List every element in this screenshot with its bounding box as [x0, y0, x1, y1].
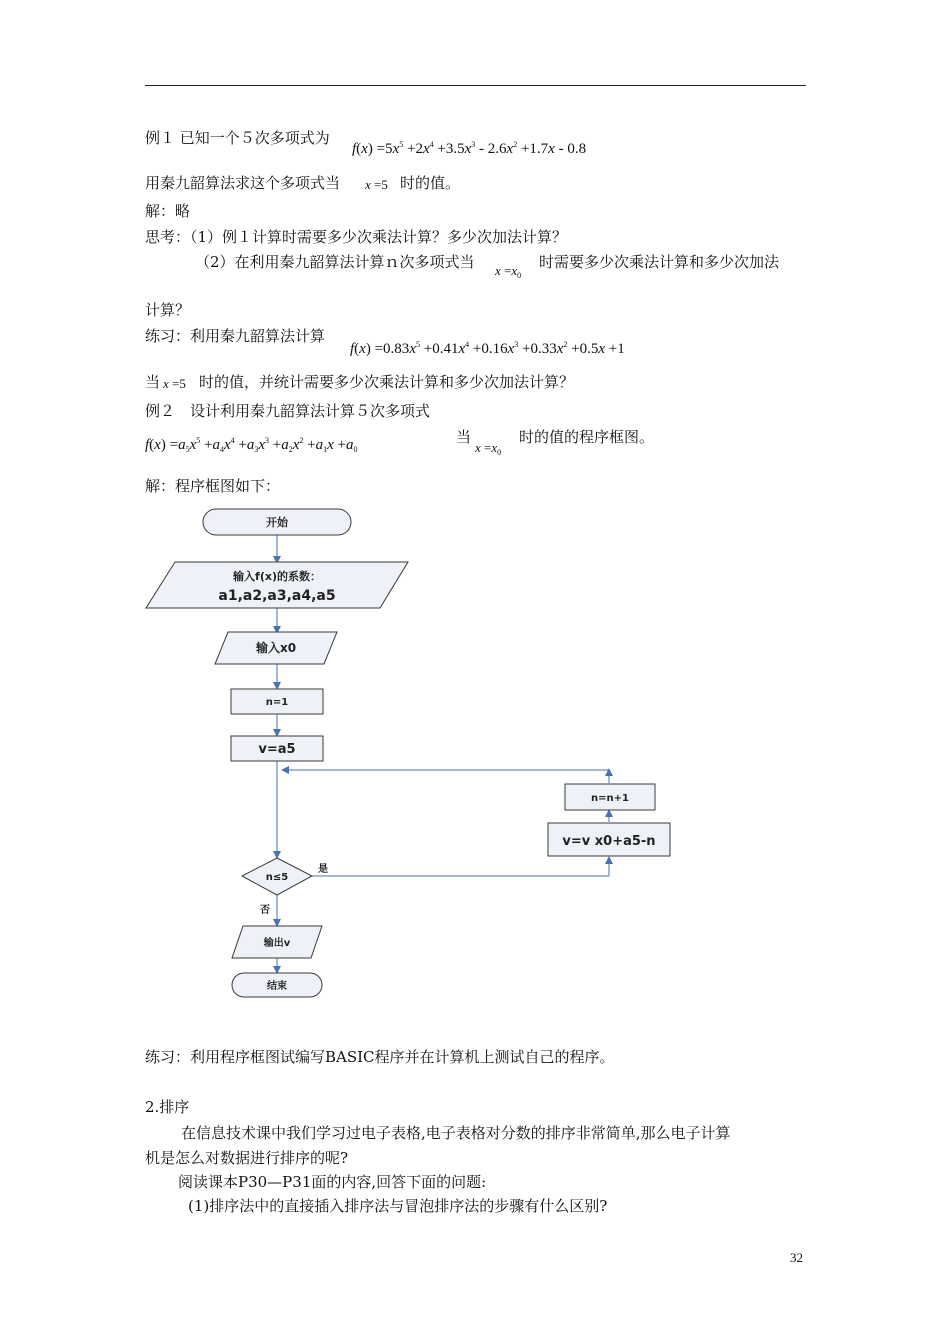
input-coef-label-2: a1,a2,a3,a4,a5	[218, 588, 336, 604]
n-init-label: n=1	[265, 697, 289, 708]
think-question-2-cont: 计算？	[145, 301, 191, 319]
section2-heading: 2.排序	[145, 1098, 190, 1116]
end-label: 结束	[267, 981, 287, 992]
example1-formula: $f(x) =5x^5 +2x^4 +3.5x^3 - 2.6x^2 +1.7x - 0.8$	[352, 140, 587, 157]
think-question-2-pre: （2）在利用秦九韶算法计算ｎ次多项式当	[195, 253, 475, 271]
think-question-1: 思考：（1）例１计算时需要多少次乘法计算？多少次加法计算？	[145, 228, 568, 246]
practice2: 练习：利用程序框图试编写BASIC程序并在计算机上测试自己的程序。	[145, 1048, 615, 1066]
x-equals-x0-b: $x =x_0$	[475, 440, 502, 457]
x-equals-x0: $x =x_0$	[495, 263, 522, 280]
v-init-label: v=a5	[258, 742, 296, 757]
output-label: 输出v	[263, 938, 291, 949]
x-equals-5-b: x =5	[163, 376, 186, 391]
example1-question-pre: 用秦九韶算法求这个多项式当	[145, 174, 341, 192]
paragraph3: (1)排序法中的直接插入排序法与冒泡排序法的步骤有什么区别?	[188, 1197, 608, 1215]
example2-label: 例２ 设计利用秦九韶算法计算５次多项式	[145, 402, 431, 420]
paragraph1-line1: 在信息技术课中我们学习过电子表格,电子表格对分数的排序非常简单,那么电子计算	[181, 1124, 731, 1142]
example1-label: 例１ 已知一个５次多项式为	[145, 129, 330, 147]
condition-label: n≤5	[265, 872, 289, 883]
start-label: 开始	[266, 516, 288, 529]
answer1: 解：略	[145, 202, 191, 220]
v-update-label: v=v x0+a5-n	[562, 834, 656, 849]
practice1-label: 练习：利用秦九韶算法计算	[145, 327, 326, 345]
example2-formula: $f(x) =a_5x^5 +a_4x^4 +a_3x^3 +a_2x^2 +a_1x +a_0$	[145, 436, 358, 454]
n-increment-label: n=n+1	[591, 793, 629, 804]
think-question-2-post: 时需要多少次乘法计算和多少次加法	[539, 253, 780, 271]
input-x0-label: 输入x0	[255, 641, 297, 655]
example2-when: 当	[456, 428, 472, 446]
paragraph1-line2: 机是怎么对数据进行排序的呢?	[145, 1149, 349, 1167]
input-coef-label-1: 输入f(x)的系数：	[233, 570, 321, 583]
no-label: 否	[260, 905, 270, 916]
example2-post: 时的值的程序框图。	[519, 428, 655, 446]
practice1-question-pre: 当	[145, 373, 161, 391]
practice1-question-post: 时的值，并统计需要多少次乘法计算和多少次加法计算？	[199, 373, 575, 391]
paragraph2: 阅读课本P30—P31面的内容,回答下面的问题:	[178, 1173, 487, 1191]
answer2: 解：程序框图如下：	[145, 477, 281, 495]
page-number: 32	[790, 1250, 803, 1265]
practice1-formula: $f(x) =0.83x^5 +0.41x^4 +0.16x^3 +0.33x^2 +0.5x +1$	[350, 340, 625, 357]
x-equals-5: x =5	[365, 177, 388, 192]
yes-label: 是	[318, 864, 328, 875]
example1-question-post: 时的值。	[400, 174, 461, 192]
